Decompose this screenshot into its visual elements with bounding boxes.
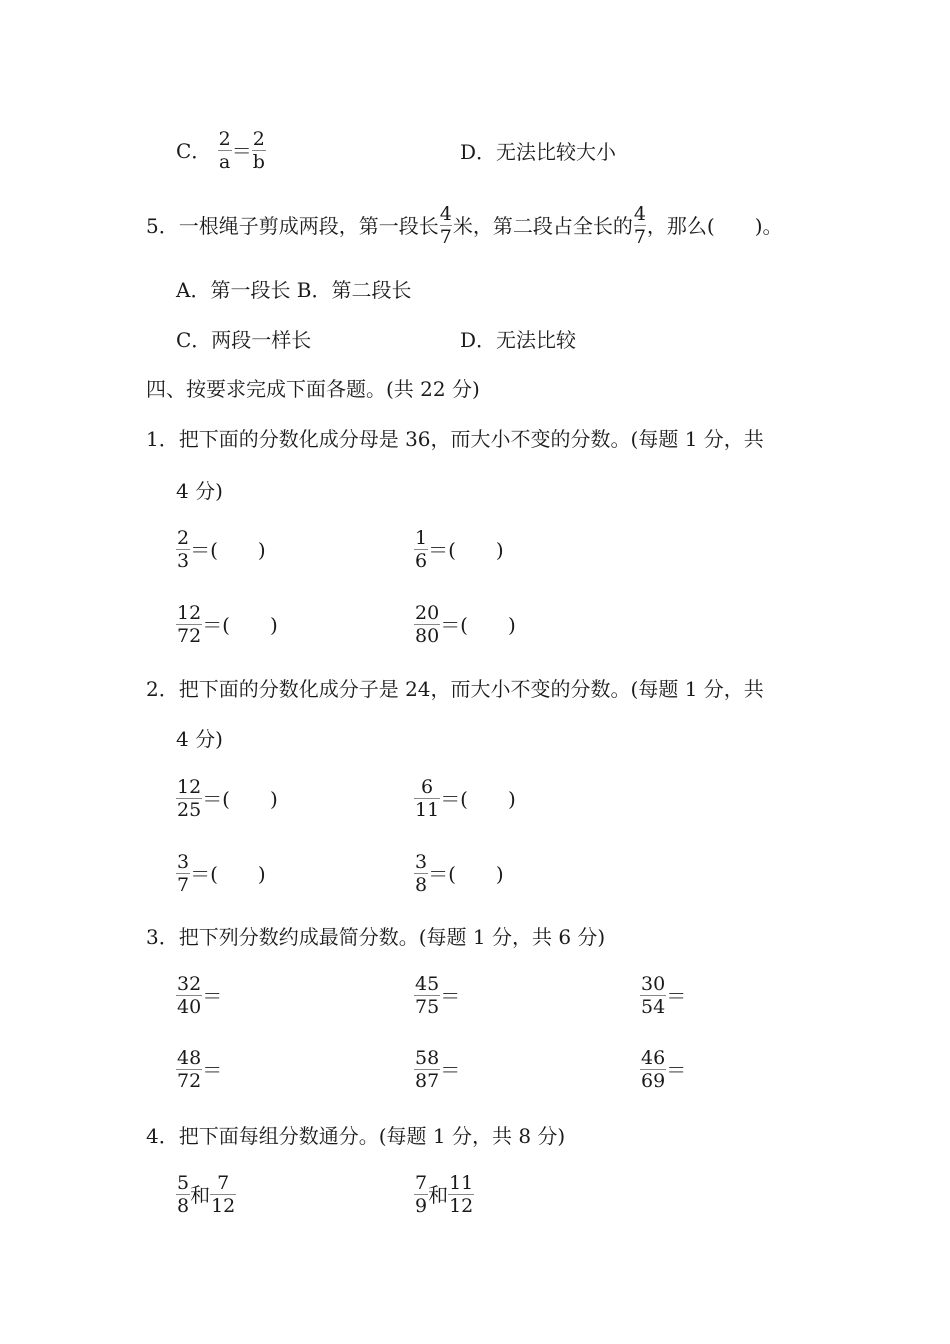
q5-option-c: C．两段一样长 [176, 328, 312, 352]
problem-1-line1: 1．把下面的分数化成分母是 36，而大小不变的分数。(每题 1 分，共 [146, 427, 764, 451]
problem-3-line1: 3．把下列分数约成最简分数。(每题 1 分，共 6 分) [146, 925, 606, 949]
problem-2-line2: 4 分) [176, 727, 223, 751]
fraction: $\frac{12}{25}$ [177, 776, 202, 821]
fraction: $\frac{5}{8}$ [177, 1172, 190, 1217]
fraction: $\frac{4}{7}$ [439, 203, 452, 248]
problem-2-line1: 2．把下面的分数化成分子是 24，而大小不变的分数。(每题 1 分，共 [146, 677, 764, 701]
fraction: $\frac{48}{72}$ [177, 1047, 202, 1092]
fraction: $\frac{20}{80}$ [415, 602, 440, 647]
p3-item: $\frac{45}{75}$ ＝ [415, 973, 461, 1018]
problem-4-line1: 4．把下面每组分数通分。(每题 1 分，共 8 分) [146, 1124, 566, 1148]
p3-item: $\frac{46}{69}$ ＝ [641, 1047, 687, 1092]
fraction: $\frac{7}{9}$ [415, 1172, 428, 1217]
fraction: $\frac{11}{12}$ [449, 1172, 474, 1217]
p3-item: $\frac{30}{54}$ ＝ [641, 973, 687, 1018]
p2-item: $\frac{6}{11}$ ＝( ) [415, 776, 516, 821]
fraction: $\frac{46}{69}$ [641, 1047, 666, 1092]
fraction: $\frac{58}{87}$ [415, 1047, 440, 1092]
fraction: $\frac{30}{54}$ [641, 973, 666, 1018]
p1-item: $\frac{20}{80}$ ＝( ) [415, 602, 516, 647]
fraction: $\frac{2}{b}$ [252, 128, 265, 173]
fraction: $\frac{7}{12}$ [211, 1172, 236, 1217]
q5-option-ab: A．第一段长 B．第二段长 [176, 278, 412, 302]
q5-option-d: D．无法比较 [460, 328, 577, 352]
fraction: $\frac{45}{75}$ [415, 973, 440, 1018]
q5-question: 5．一根绳子剪成两段，第一段长 $\frac{4}{7}$ 米，第二段占全长的 $\frac{4}{7}$ ，那么( )。 [146, 203, 783, 248]
p1-item: $\frac{1}{6}$ ＝( ) [415, 527, 504, 572]
option-c-label: C． [176, 138, 212, 163]
p3-item: $\frac{48}{72}$ ＝ [177, 1047, 223, 1092]
p3-item: $\frac{32}{40}$ ＝ [177, 973, 223, 1018]
section-title: 四、按要求完成下面各题。(共 22 分) [146, 377, 480, 401]
p4-item: $\frac{5}{8}$ 和 $\frac{7}{12}$ [177, 1172, 236, 1217]
fraction: $\frac{3}{7}$ [177, 851, 190, 896]
q4-option-c: C． $\frac{2}{a}$ ＝ $\frac{2}{b}$ [176, 128, 265, 173]
fraction: $\frac{2}{3}$ [177, 527, 190, 572]
p2-item: $\frac{12}{25}$ ＝( ) [177, 776, 278, 821]
fraction: $\frac{1}{6}$ [415, 527, 428, 572]
fraction: $\frac{2}{a}$ [218, 128, 231, 173]
problem-1-line2: 4 分) [176, 479, 223, 503]
fraction: $\frac{3}{8}$ [415, 851, 428, 896]
p2-item: $\frac{3}{8}$ ＝( ) [415, 851, 504, 896]
fraction: $\frac{32}{40}$ [177, 973, 202, 1018]
p2-item: $\frac{3}{7}$ ＝( ) [177, 851, 266, 896]
p1-item: $\frac{12}{72}$ ＝( ) [177, 602, 278, 647]
fraction: $\frac{6}{11}$ [415, 776, 440, 821]
q4-option-d: D．无法比较大小 [460, 140, 617, 164]
p4-item: $\frac{7}{9}$ 和 $\frac{11}{12}$ [415, 1172, 474, 1217]
fraction: $\frac{4}{7}$ [633, 203, 646, 248]
fraction: $\frac{12}{72}$ [177, 602, 202, 647]
p1-item: $\frac{2}{3}$ ＝( ) [177, 527, 266, 572]
p3-item: $\frac{58}{87}$ ＝ [415, 1047, 461, 1092]
